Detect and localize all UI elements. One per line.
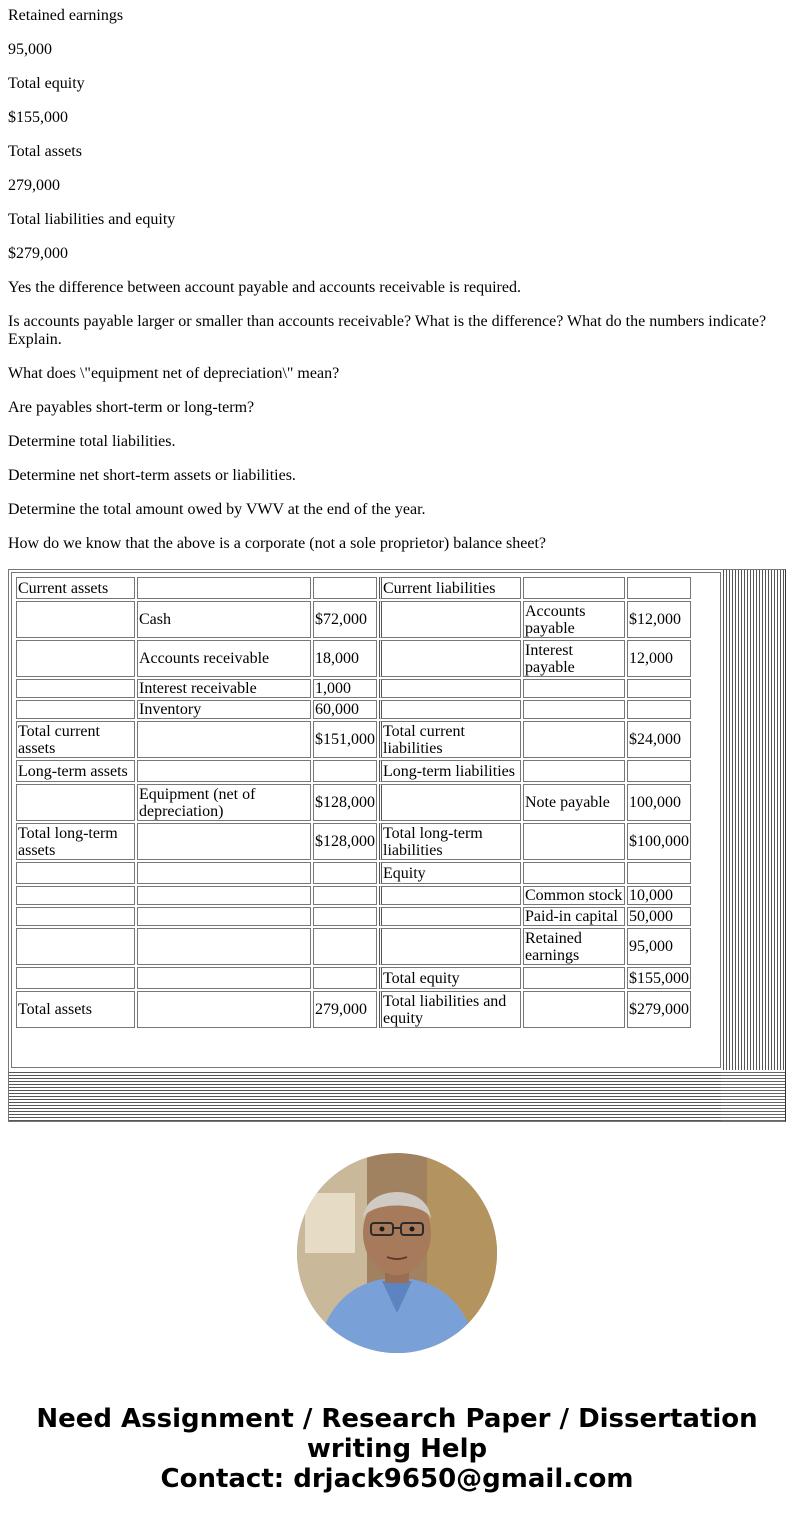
liability-item-cell bbox=[523, 679, 625, 698]
asset-amount-cell: 60,000 bbox=[313, 700, 377, 719]
asset-amount-cell: $128,000 bbox=[313, 823, 377, 860]
intro-line: Total liabilities and equity bbox=[8, 211, 176, 228]
liability-label-cell bbox=[379, 700, 521, 719]
liability-label-cell: Current liabilities bbox=[379, 577, 521, 599]
table-row bbox=[16, 967, 691, 989]
liability-amount-cell: $12,000 bbox=[627, 601, 691, 638]
asset-label-cell bbox=[16, 907, 135, 926]
asset-amount-cell: $128,000 bbox=[313, 784, 377, 821]
table-row bbox=[16, 679, 691, 698]
liability-label-cell: Long-term liabilities bbox=[379, 760, 521, 782]
table-row bbox=[16, 823, 691, 860]
liability-label-cell bbox=[379, 886, 521, 905]
table-row bbox=[16, 928, 691, 965]
balance-sheet-frame bbox=[8, 569, 786, 1122]
intro-line: Total equity bbox=[8, 75, 85, 92]
asset-label-cell bbox=[16, 886, 135, 905]
asset-label-cell bbox=[16, 700, 135, 719]
asset-amount-cell: 279,000 bbox=[313, 991, 377, 1028]
asset-label-cell bbox=[16, 928, 135, 965]
intro-line: Yes the difference between account payable and accounts receivable is required. bbox=[8, 279, 521, 296]
table-row bbox=[16, 721, 691, 758]
asset-item-cell: Interest receivable bbox=[137, 679, 311, 698]
table-row bbox=[16, 577, 691, 599]
liability-label-cell bbox=[379, 601, 521, 638]
liability-amount-cell bbox=[627, 760, 691, 782]
asset-amount-cell: $151,000 bbox=[313, 721, 377, 758]
liability-amount-cell: $279,000 bbox=[627, 991, 691, 1028]
asset-item-cell bbox=[137, 886, 311, 905]
asset-amount-cell bbox=[313, 760, 377, 782]
liability-label-cell bbox=[379, 907, 521, 926]
intro-line: Retained earnings bbox=[8, 7, 124, 24]
table-row bbox=[16, 886, 691, 905]
intro-line: $279,000 bbox=[8, 245, 68, 262]
intro-line: 95,000 bbox=[8, 41, 52, 58]
liability-label-cell: Total long-term liabilities bbox=[379, 823, 521, 860]
liability-item-cell: Paid-in capital bbox=[523, 907, 625, 926]
promo-line-2: writing Help bbox=[306, 1434, 488, 1464]
table-row bbox=[16, 991, 691, 1028]
liability-amount-cell bbox=[627, 679, 691, 698]
liability-item-cell bbox=[523, 700, 625, 719]
liability-amount-cell: 50,000 bbox=[627, 907, 691, 926]
liability-amount-cell: $24,000 bbox=[627, 721, 691, 758]
asset-label-cell: Total long-term assets bbox=[16, 823, 135, 860]
liability-item-cell: Retained earnings bbox=[523, 928, 625, 965]
asset-item-cell bbox=[137, 823, 311, 860]
liability-amount-cell: 10,000 bbox=[627, 886, 691, 905]
intro-line: $155,000 bbox=[8, 109, 68, 126]
liability-amount-cell bbox=[627, 700, 691, 719]
question-line: Determine the total amount owed by VWV at the end of the year. bbox=[8, 501, 426, 518]
asset-amount-cell: 18,000 bbox=[313, 640, 377, 677]
question-line: Determine net short-term assets or liabilities. bbox=[8, 467, 296, 484]
asset-item-cell: Accounts receivable bbox=[137, 640, 311, 677]
asset-amount-cell bbox=[313, 886, 377, 905]
table-row bbox=[16, 700, 691, 719]
question-line: Are payables short-term or long-term? bbox=[8, 399, 255, 416]
table-row bbox=[16, 907, 691, 926]
asset-item-cell bbox=[137, 577, 311, 599]
liability-label-cell: Total liabilities and equity bbox=[379, 991, 521, 1028]
question-line: How do we know that the above is a corporate (not a sole proprietor) balance sheet? bbox=[8, 535, 547, 552]
liability-label-cell bbox=[379, 928, 521, 965]
asset-label-cell bbox=[16, 862, 135, 884]
asset-label-cell: Total assets bbox=[16, 991, 135, 1028]
table-row bbox=[16, 760, 691, 782]
asset-amount-cell: $72,000 bbox=[313, 601, 377, 638]
liability-item-cell: Common stock bbox=[523, 886, 625, 905]
asset-item-cell bbox=[137, 991, 311, 1028]
liability-amount-cell: 95,000 bbox=[627, 928, 691, 965]
balance-sheet-table bbox=[14, 575, 693, 1030]
liability-item-cell bbox=[523, 823, 625, 860]
liability-label-cell bbox=[379, 640, 521, 677]
asset-label-cell bbox=[16, 601, 135, 638]
table-row bbox=[16, 862, 691, 884]
asset-item-cell: Inventory bbox=[137, 700, 311, 719]
liability-item-cell: Interest payable bbox=[523, 640, 625, 677]
asset-amount-cell: 1,000 bbox=[313, 679, 377, 698]
asset-label-cell: Current assets bbox=[16, 577, 135, 599]
asset-amount-cell bbox=[313, 907, 377, 926]
liability-item-cell bbox=[523, 991, 625, 1028]
liability-label-cell bbox=[379, 784, 521, 821]
liability-amount-cell bbox=[627, 862, 691, 884]
liability-label-cell: Total equity bbox=[379, 967, 521, 989]
liability-amount-cell: $100,000 bbox=[627, 823, 691, 860]
asset-item-cell bbox=[137, 928, 311, 965]
question-line: Determine total liabilities. bbox=[8, 433, 176, 450]
liability-item-cell bbox=[523, 760, 625, 782]
liability-label-cell: Total current liabilities bbox=[379, 721, 521, 758]
asset-item-cell bbox=[137, 862, 311, 884]
person-portrait-icon bbox=[297, 1153, 497, 1353]
asset-label-cell: Long-term assets bbox=[16, 760, 135, 782]
liability-label-cell bbox=[379, 679, 521, 698]
liability-amount-cell: 12,000 bbox=[627, 640, 691, 677]
liability-item-cell: Note payable bbox=[523, 784, 625, 821]
asset-label-cell bbox=[16, 967, 135, 989]
asset-item-cell bbox=[137, 760, 311, 782]
question-line: What does \"equipment net of depreciation\" mean? bbox=[8, 365, 340, 382]
asset-label-cell bbox=[16, 679, 135, 698]
table-row bbox=[16, 640, 691, 677]
asset-label-cell bbox=[16, 784, 135, 821]
asset-amount-cell bbox=[313, 577, 377, 599]
liability-amount-cell: 100,000 bbox=[627, 784, 691, 821]
asset-item-cell bbox=[137, 721, 311, 758]
promo-line-1: Need Assignment / Research Paper / Dissertation bbox=[36, 1404, 758, 1434]
author-avatar bbox=[297, 1153, 497, 1353]
liability-amount-cell bbox=[627, 577, 691, 599]
asset-label-cell: Total current assets bbox=[16, 721, 135, 758]
asset-item-cell: Equipment (net of depreciation) bbox=[137, 784, 311, 821]
intro-line: Total assets bbox=[8, 143, 82, 160]
balance-sheet-container bbox=[11, 572, 721, 1068]
asset-amount-cell bbox=[313, 862, 377, 884]
promo-banner bbox=[0, 1404, 794, 1494]
liability-item-cell: Accounts payable bbox=[523, 601, 625, 638]
asset-item-cell bbox=[137, 907, 311, 926]
liability-item-cell bbox=[523, 721, 625, 758]
liability-item-cell bbox=[523, 577, 625, 599]
asset-label-cell bbox=[16, 640, 135, 677]
asset-amount-cell bbox=[313, 967, 377, 989]
table-row bbox=[16, 784, 691, 821]
asset-item-cell bbox=[137, 967, 311, 989]
asset-amount-cell bbox=[313, 928, 377, 965]
liability-item-cell bbox=[523, 862, 625, 884]
liability-label-cell: Equity bbox=[379, 862, 521, 884]
intro-line: 279,000 bbox=[8, 177, 60, 194]
liability-item-cell bbox=[523, 967, 625, 989]
asset-item-cell: Cash bbox=[137, 601, 311, 638]
promo-contact: Contact: drjack9650@gmail.com bbox=[160, 1464, 634, 1494]
table-row bbox=[16, 601, 691, 638]
liability-amount-cell: $155,000 bbox=[627, 967, 691, 989]
question-line: Is accounts payable larger or smaller than accounts receivable? What is the difference? What do the numbers indicate? Explain. bbox=[8, 313, 767, 348]
